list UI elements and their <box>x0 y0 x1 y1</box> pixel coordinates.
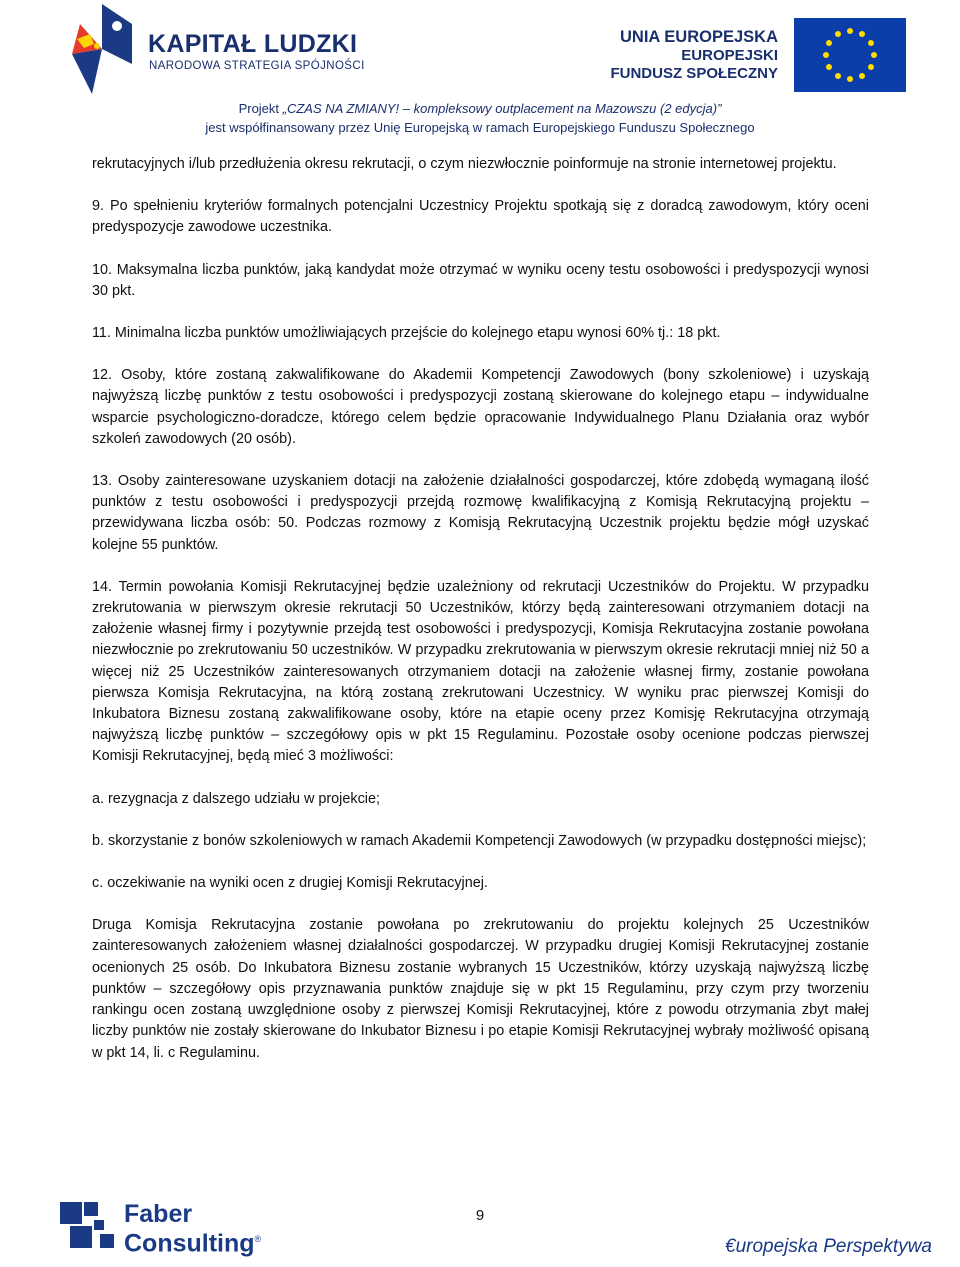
kapital-ludzki-title: KAPITAŁ LUDZKI <box>148 30 358 58</box>
document-body <box>92 154 869 1085</box>
ue-line-3: FUNDUSZ SPOŁECZNY <box>610 65 778 83</box>
project-title: „CZAS NA ZMIANY! – kompleksowy outplacement na Mazowszu (2 edycja)” <box>282 101 722 116</box>
cofinance-line: jest współfinansowany przez Unię Europejską w ramach Europejskiego Funduszu Społecznego <box>205 120 755 135</box>
faber-line-1: Faber <box>124 1200 193 1228</box>
page-number: 9 <box>475 1207 485 1224</box>
paragraph-second-commission: Druga Komisja Rekrutacyjna zostanie powołana po zrekrutowaniu do projektu kolejnych 25 Uczestników zainteresowanych założeniem własnej działalności gospodarczej. W przypadku drugiej Komisji Rekrutacyjnej zostanie ocenionych 25 osób. Do Inkubatora Biznesu zostanie wybranych 15 Uczestników, którzy uzyskają najwyższą liczbę punktów – szczegółowy opis przyznawania punktów znajduje się w pkt 15 Regulaminu, przy czym przy tworzeniu rankingu ocen zostaną uwzględnione osoby z pierwszej Komisji Rekrutacyjnej, które z powodu otrzymania zbyt małej liczby punktów nie zostały skierowane do Inkubator Biznesu i po etapie Komisji Rekrutacyjnej wybrały możliwość opisaną w pkt 14, li. c Regulaminu. <box>92 917 869 1061</box>
ue-text-block <box>610 28 778 83</box>
faber-line-2 <box>124 1227 261 1256</box>
registered-mark: ® <box>254 1234 262 1244</box>
faber-line-2-text: Consulting <box>124 1229 255 1258</box>
option-b: b. skorzystanie z bonów szkoleniowych w ramach Akademii Kompetencji Zawodowych (w przypadku dostępności miejsc); <box>92 832 867 849</box>
ue-line-2: EUROPEJSKI <box>681 47 778 65</box>
option-a: a. rezygnacja z dalszego udziału w projekcie; <box>92 790 380 807</box>
ue-line-1: UNIA EUROPEJSKA <box>620 28 778 46</box>
eu-flag-icon <box>794 18 906 92</box>
europejska-perspektywa-logo: €uropejska Perspektywa <box>725 1236 932 1257</box>
kapital-ludzki-subtitle: NARODOWA STRATEGIA SPÓJNOŚCI <box>149 60 365 72</box>
paragraph-continuation: rekrutacyjnych i/lub przedłużenia okresu rekrutacji, o czym niezwłocznie poinformuje na stronie internetowej projektu. <box>92 156 837 172</box>
paragraph-13: 13. Osoby zainteresowane uzyskaniem dotacji na założenie działalności gospodarczej, które zdobędą wymaganą ilość punktów z testu osobowości i predyspozycji przejdą rozmowę kwalifikacyjną z Komisją Rekrutacyjną projektu – przewidywana liczba osób: 50. Podczas rozmowy z Komisją Rekrutacyjną Uczestnik projektu będzie mógł uzyskać kolejne 55 punktów. <box>92 473 869 553</box>
paragraph-12: 12. Osoby, które zostaną zakwalifikowane do Akademii Kompetencji Zawodowych (bony szkoleniowe) i uzyskają najwyższą liczbę punktów z testu osobowości i predyspozycji zostaną skierowane do kolejnego etapu – indywidualne wsparcie psychologiczno-doradcze, którego celem będzie opracowanie Indywidualnego Planu Działania oraz wybór szkoleń zawodowych (20 osób). <box>92 367 869 447</box>
paragraph-9: 9. Po spełnieniu kryteriów formalnych potencjalni Uczestnicy Projektu spotkają się z doradcą zawodowym, który oceni predyspozycje zawodowe uczestnika. <box>92 198 869 236</box>
paragraph-10: 10. Maksymalna liczba punktów, jaką kandydat może otrzymać w wyniku oceny testu osobowości i predyspozycji wynosi 30 pkt. <box>92 261 869 299</box>
project-title-line <box>0 101 960 116</box>
option-c: c. oczekiwanie na wyniki ocen z drugiej Komisji Rekrutacyjnej. <box>92 875 488 892</box>
kapital-ludzki-logo-icon <box>72 4 132 94</box>
project-prefix: Projekt <box>238 101 283 116</box>
paragraph-11: 11. Minimalna liczba punktów umożliwiających przejście do kolejnego etapu wynosi 60% tj.: 18 pkt. <box>92 325 721 342</box>
paragraph-14: 14. Termin powołania Komisji Rekrutacyjnej będzie uzależniony od rekrutacji Uczestników do Projektu. W przypadku zrekrutowania w pierwszym okresie rekrutacji 50 Uczestników, którzy będą zainteresowani otrzymaniem dotacji na założenie własnej firmy i pozytywnie przejdą test osobowości i predyspozycji, Komisja Rekrutacyjna zostanie powołana niezwłocznie po zrekrutowaniu 50 uczestników. W przypadku zrekrutowania w pierwszym okresie rekrutacji mniej niż 50 a więcej niż 25 Uczestników zainteresowanych otrzymaniem dotacji na założenie własnej firmy, zostanie powołana pierwsza Komisja Rekrutacyjna, na którą zostaną zrekrutowani Uczestnicy. W wyniku prac pierwszej Komisji do Inkubatora Biznesu zostaną zakwalifikowane osoby, które na etapie oceny przez Komisję Rekrutacyjna otrzymają najwyższą liczbę punktów – szczegółowy opis w pkt 15 Regulaminu. Pozostałe osoby ocenione podczas pierwszej Komisji Rekrutacyjnej, będą mieć 3 możliwości: <box>92 578 869 765</box>
